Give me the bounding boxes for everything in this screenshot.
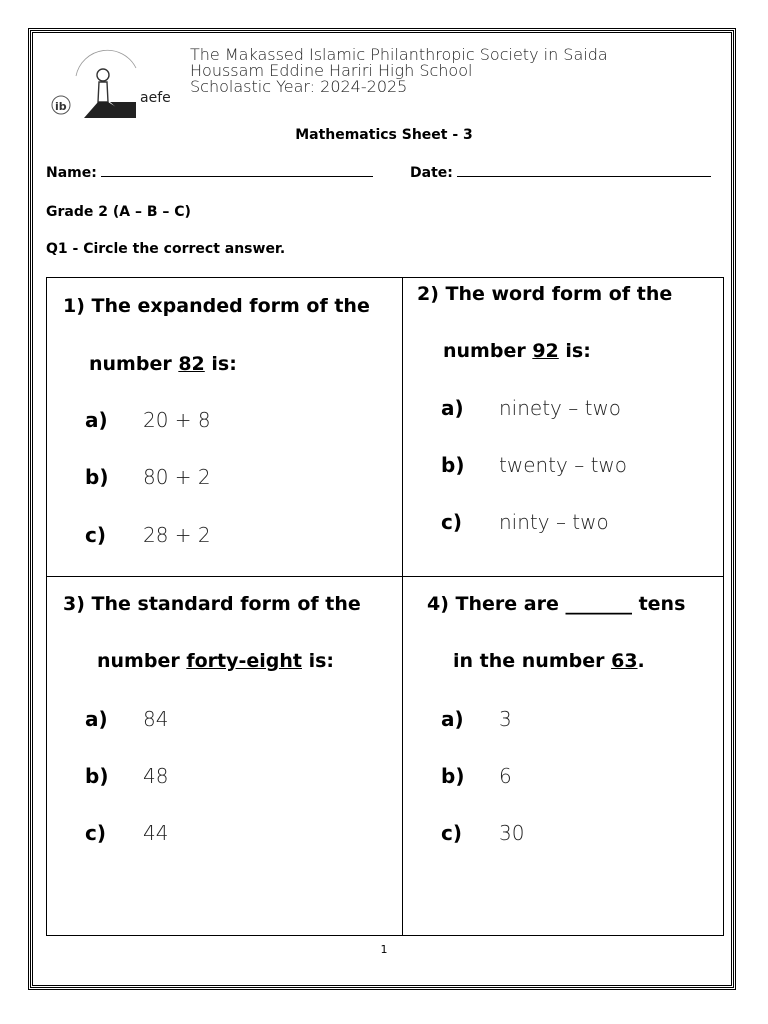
question-text: 2) The word form of the	[417, 283, 673, 305]
question-text-line2: number forty-eight is:	[97, 650, 335, 672]
grade-line: Grade 2 (A – B – C)	[46, 204, 191, 220]
svg-text:aefe: aefe	[140, 90, 171, 106]
question-text-line2: number 82 is:	[89, 353, 237, 375]
name-blank[interactable]	[101, 175, 373, 177]
question-4	[403, 577, 725, 937]
header	[44, 44, 724, 119]
question-3	[47, 577, 402, 937]
name-field[interactable]	[46, 165, 373, 181]
question-1	[47, 278, 402, 576]
name-label: Name:	[46, 165, 97, 181]
instruction-line: Q1 - Circle the correct answer.	[46, 241, 286, 257]
option-b[interactable]: b) 80 + 2	[85, 465, 211, 489]
svg-text:ib: ib	[55, 100, 67, 113]
option-c[interactable]: c) 30	[441, 821, 525, 845]
date-label: Date:	[410, 165, 453, 181]
question-text: 4) There are _______ tens	[427, 593, 686, 615]
question-2	[403, 278, 725, 576]
option-a[interactable]: a) ninety – two	[441, 396, 622, 420]
questions-table	[46, 277, 724, 936]
school-society-name: The Makassed Islamic Philanthropic Society in Saida	[190, 45, 608, 64]
question-text-line2: number 92 is:	[443, 340, 591, 362]
option-c[interactable]: c) 28 + 2	[85, 523, 211, 547]
question-text: 3) The standard form of the	[63, 593, 361, 615]
sheet-title: Mathematics Sheet - 3	[295, 127, 473, 143]
option-a[interactable]: a) 20 + 8	[85, 408, 211, 432]
option-b[interactable]: b) 6	[441, 764, 512, 788]
date-field[interactable]	[410, 165, 711, 181]
school-logo-icon	[44, 46, 179, 118]
option-c[interactable]: c) 44	[85, 821, 169, 845]
option-a[interactable]: a) 3	[441, 707, 512, 731]
option-b[interactable]: b) twenty – two	[441, 453, 628, 477]
option-b[interactable]: b) 48	[85, 764, 169, 788]
page-number: 1	[380, 943, 388, 956]
option-c[interactable]: c) ninty – two	[441, 510, 609, 534]
question-text: 1) The expanded form of the	[63, 295, 370, 317]
date-blank[interactable]	[457, 175, 711, 177]
school-name: Houssam Eddine Hariri High School	[190, 61, 473, 80]
scholastic-year: Scholastic Year: 2024-2025	[190, 77, 408, 96]
option-a[interactable]: a) 84	[85, 707, 169, 731]
school-info	[190, 47, 608, 95]
question-text-line2: in the number 63.	[453, 650, 645, 672]
